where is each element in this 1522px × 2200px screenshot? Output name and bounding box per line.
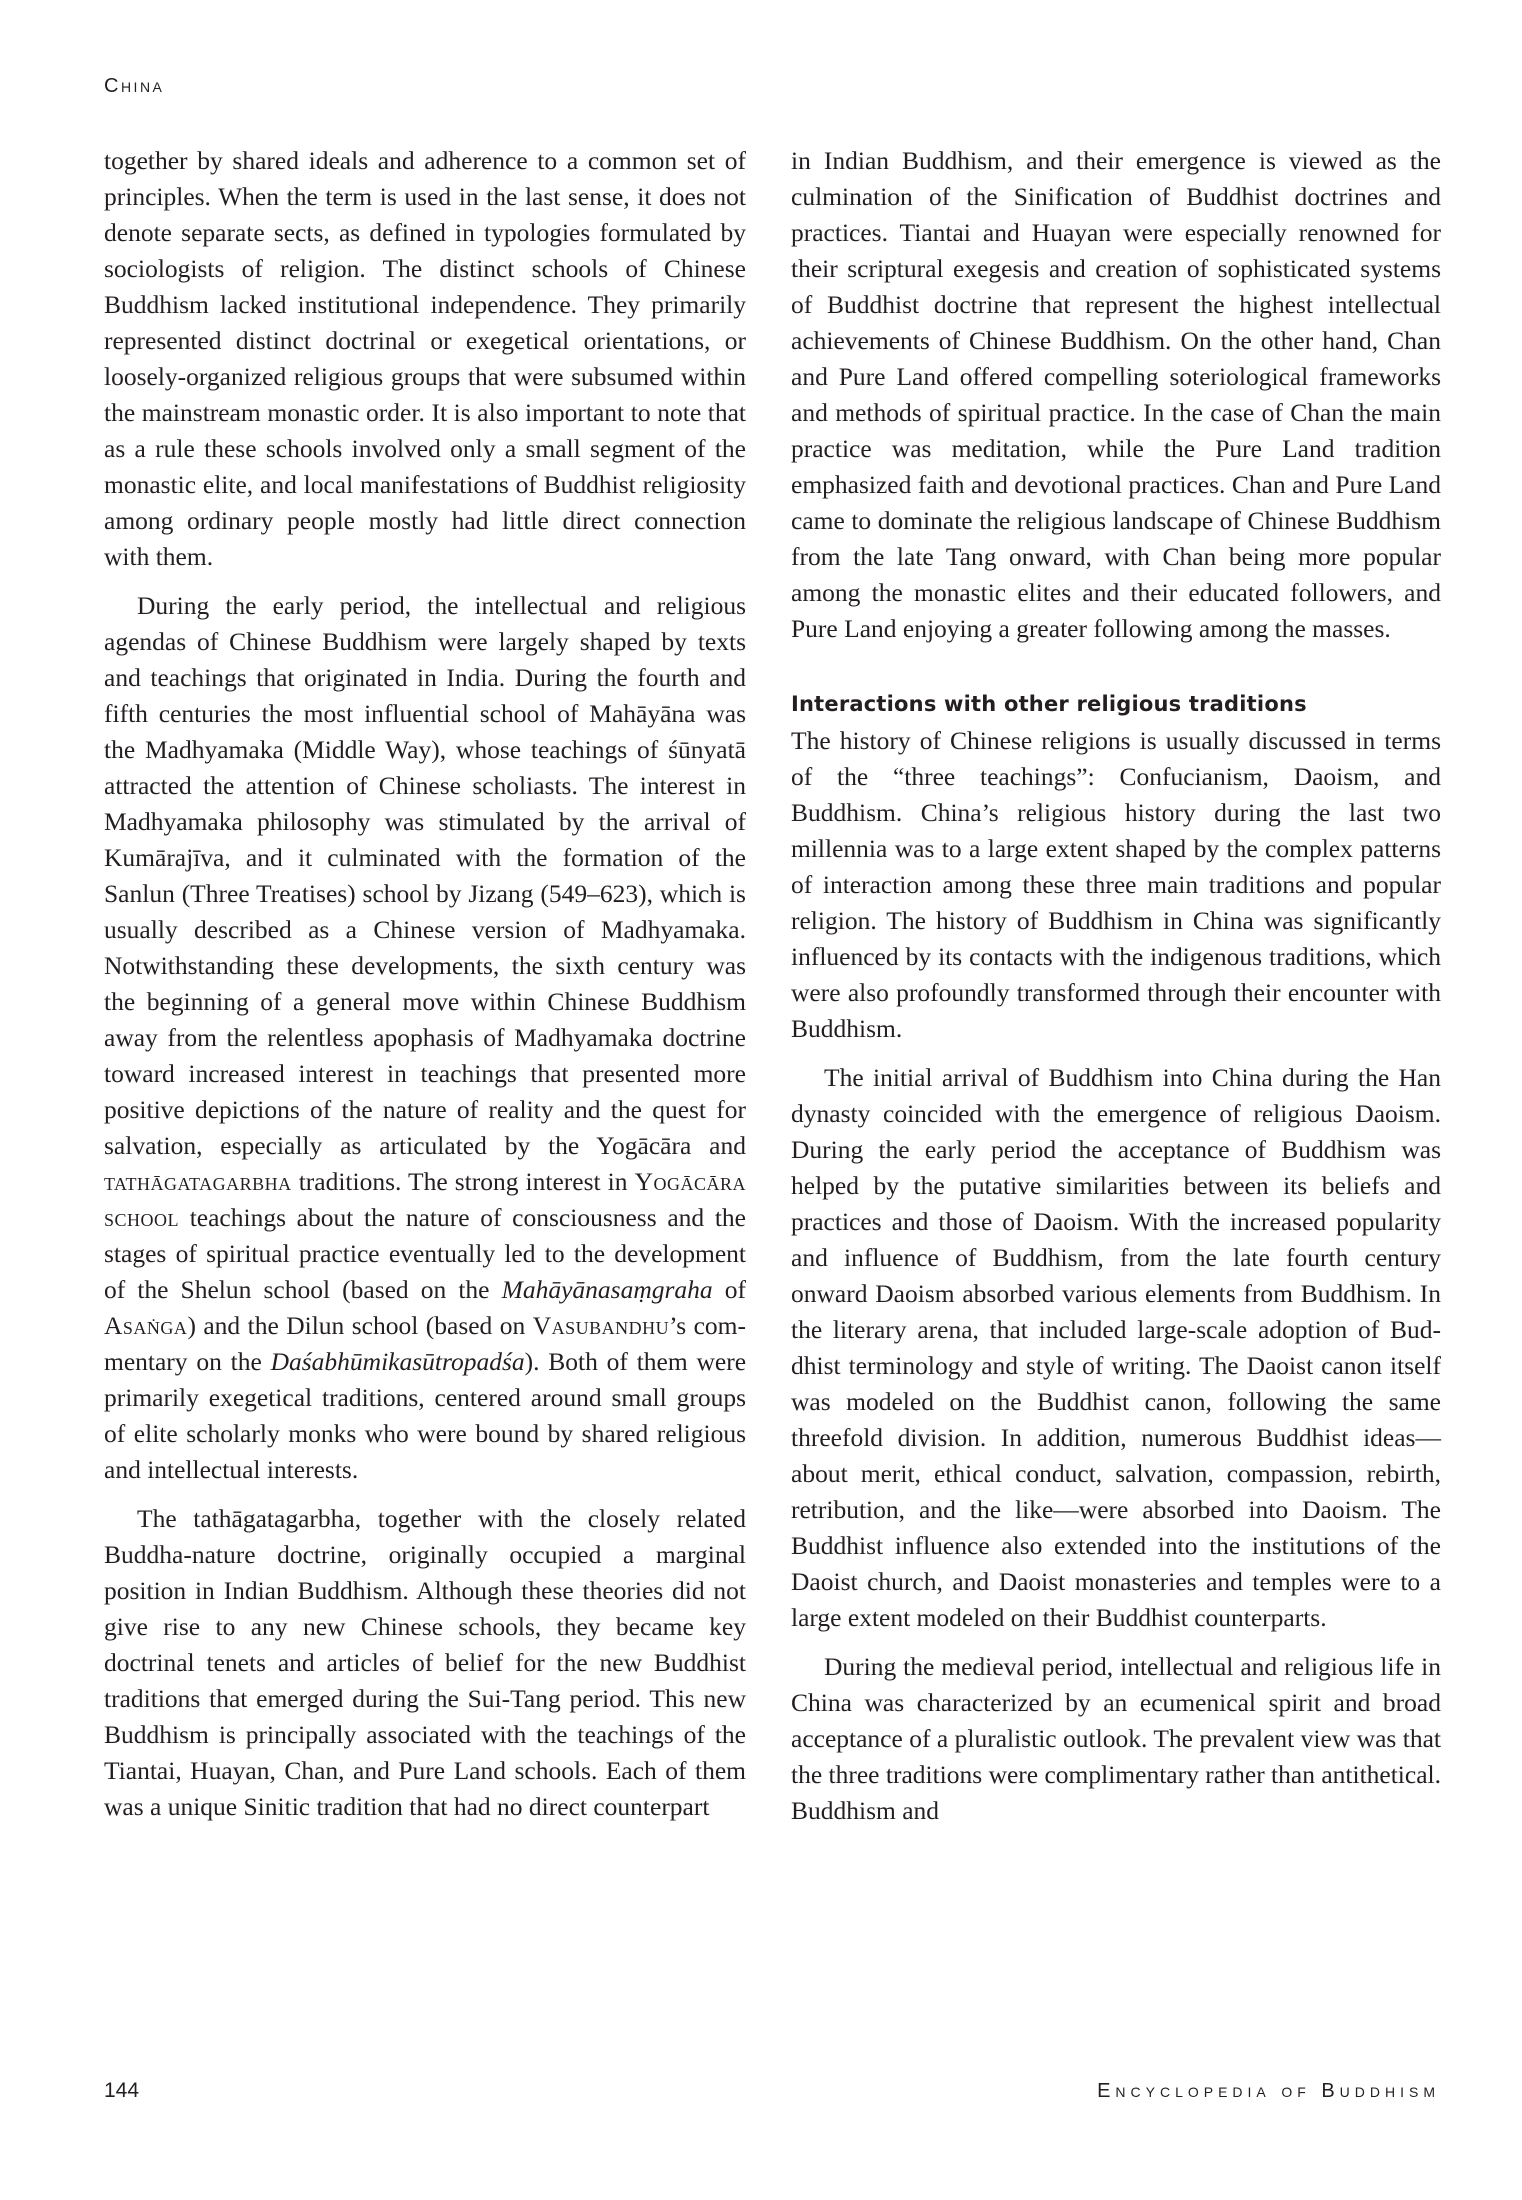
cross-reference-link[interactable]: Vasubandhu	[532, 1311, 670, 1340]
body-paragraph	[791, 143, 1441, 647]
section-heading: Interactions with other religious traditions	[791, 692, 1307, 716]
text-run: During the medieval period, intellectual and religious life in China was characterized by an ecumenical spirit and broad acceptance of a pluralistic outlook. The prevalent view was that the three traditions were complimentary rather than antithetical. Buddhism and	[791, 1652, 1441, 1825]
body-paragraph	[104, 588, 746, 1488]
text-run: The history of Chinese religions is usually discussed in terms of the “three teachings”: Confucianism, Daoism, and Buddhism. China’s religious history during the last two millennia was to a large extent shaped by the complex patterns of interaction among these three main traditions and popular religion. The history of Buddhism in China was significantly influenced by its contacts with the indigenous traditions, which were also profoundly transformed through their encounter with Buddhism.	[791, 726, 1441, 1043]
running-foot-book-title: Encyclopedia of Buddhism	[1097, 2080, 1440, 2102]
text-run: The tathāgatagarbha, together with the closely related Buddha-nature doctrine, originally occupied a marginal position in Indian Buddhism. Although these theories did not give rise to any new Chinese schools, they became key doctrinal tenets and articles of belief for the new Buddhist traditions that emerged during the Sui-Tang period. This new Buddhism is principally associated with the teachings of the Tiantai, Huayan, Chan, and Pure Land schools. Each of them was a unique Sinitic tradition that had no direct counterpart	[104, 1504, 746, 1821]
cross-reference-link[interactable]: Asaṅga	[104, 1311, 188, 1340]
right-column-body	[791, 723, 1441, 1829]
text-run: of	[712, 1275, 746, 1304]
text-run: ’s commentary on the	[104, 1311, 746, 1376]
text-run: ). Both of them were primarily exegetical traditions, centered around small groups of elite scholarly monks who were bound by shared religious and intellectual interests.	[104, 1347, 747, 1484]
text-run: ) and the Dilun school (based on	[187, 1311, 533, 1340]
body-paragraph	[791, 1060, 1441, 1636]
left-column	[104, 143, 746, 1825]
italic-title: Mahāyānasaṃgraha	[501, 1275, 713, 1304]
cross-reference-link[interactable]: tathāgatagarbha	[104, 1167, 292, 1196]
text-run: The initial arrival of Buddhism into China during the Han dynasty coincided with the emergence of religious Daoism. During the early period the acceptance of Buddhism was helped by the putative similarities between its beliefs and practices and those of Daoism. With the increased popularity and influence of Buddhism, from the late fourth century onward Daoism absorbed various elements from Buddhism. In the literary arena, that included large-scale adoption of Buddhist terminology and style of writing. The Daoist canon itself was modeled on the Buddhist canon, following the same threefold division. In addition, numerous Buddhist ideas—about merit, ethical conduct, salvation, compassion, rebirth, retribution, and the like—were absorbed into Daoism. The Buddhist influence also extended into the institutions of the Daoist church, and Daoist monasteries and temples were to a large extent modeled on their Buddhist counterparts.	[791, 1063, 1441, 1632]
text-run: traditions. The strong interest in	[291, 1167, 635, 1196]
text-run: in Indian Buddhism, and their emergence is viewed as the culmination of the Sinification of Buddhist doctrines and practices. Tiantai and Huayan were especially renowned for their scriptural exegesis and creation of sophisticated systems of Buddhist doctrine that represent the highest intellectual achievements of Chinese Buddhism. On the other hand, Chan and Pure Land offered compelling soteriological frameworks and methods of spiritual practice. In the case of Chan the main practice was meditation, while the Pure Land tradition emphasized faith and devotional practices. Chan and Pure Land came to dominate the religious landscape of Chinese Buddhism from the late Tang onward, with Chan being more popular among the monastic elites and their educated followers, and Pure Land enjoying a greater following among the masses.	[791, 146, 1441, 643]
right-column-intro	[791, 143, 1441, 647]
cross-reference-link[interactable]: Yogācāra school	[104, 1167, 746, 1232]
text-run: During the early period, the intellectual and religious agendas of Chinese Buddhism were largely shaped by texts and teachings that originated in India. During the fourth and fifth centuries the most influential school of Mahāyāna was the Madhyamaka (Middle Way), whose teachings of śūnyatā attracted the attention of Chinese scholiasts. The interest in Madhyamaka philosophy was stimulated by the arrival of Kumārajīva, and it culminated with the formation of the Sanlun (Three Treatises) school by Jizang (549–623), which is usually described as a Chinese version of Madhyamaka. Notwithstanding these developments, the sixth century was the beginning of a general move within Chinese Buddhism away from the relentless apophasis of Madhyamaka doctrine toward increased interest in teachings that presented more positive depictions of the nature of reality and the quest for salvation, especially as articulated by the Yogācāra and	[104, 591, 746, 1160]
text-run: together by shared ideals and adherence to a common set of principles. When the term is used in the last sense, it does not denote separate sects, as defined in typologies formulated by sociologists of religion. The distinct schools of Chinese Buddhism lacked institutional independence. They primarily represented distinct doctrinal or exegetical orientations, or loosely-organized religious groups that were subsumed within the mainstream monastic order. It is also important to note that as a rule these schools involved only a small segment of the monastic elite, and local manifestations of Buddhist religiosity among ordinary people mostly had little direct connection with them.	[104, 146, 746, 571]
page-number: 144	[104, 2079, 140, 2102]
body-paragraph	[791, 723, 1441, 1047]
body-paragraph	[104, 1501, 746, 1825]
body-paragraph	[104, 143, 746, 575]
italic-title: Daśabhūmikasūtropadśa	[270, 1347, 525, 1376]
text-run: teachings about the nature of consciousness and the stages of spiritual practice eventually led to the development of the Shelun school (based on the	[104, 1203, 746, 1304]
running-head: China	[104, 75, 165, 97]
body-paragraph	[791, 1649, 1441, 1829]
right-column	[791, 143, 1441, 1829]
